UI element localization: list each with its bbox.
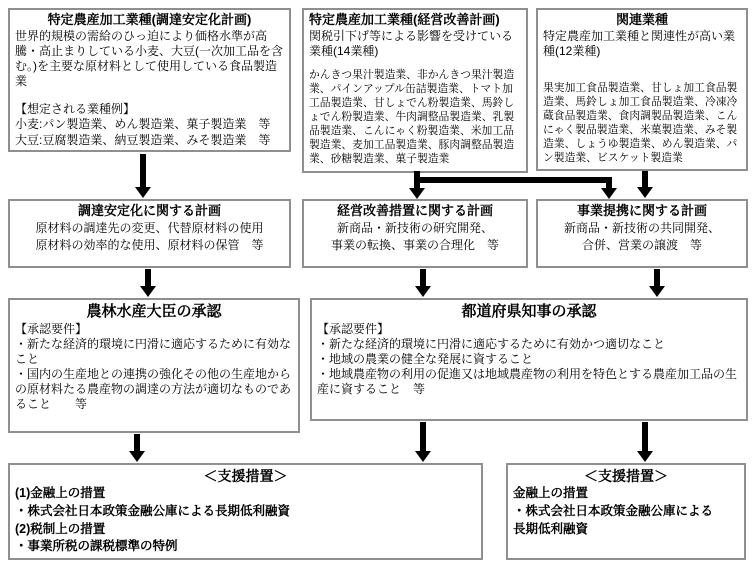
plan-box-procurement-stabilization: [8, 199, 291, 268]
top-box-procurement-industries: [8, 8, 291, 152]
arrow-down-governor-support-right-icon: [637, 422, 653, 462]
plan-box-business-alliance: [536, 199, 748, 268]
arrow-down-branch-alliance-icon: [601, 181, 617, 199]
approval-requirement: ・地域農産物の利用の促進又は地域農産物の利用を特色とする農産加工品の生産に資すること 等: [317, 366, 738, 396]
arrow-down-management-icon: [409, 181, 425, 199]
plan-line: 原材料の効率的な使用、原材料の保管 等: [35, 238, 264, 253]
box-title: 特定農産加工業種(経営改善計画): [309, 12, 500, 27]
arrow-down-to-governor-right-icon: [649, 269, 665, 297]
industry-list: かんきつ果汁製造業、非かんきつ果汁製造業、パインアップル缶詰製造業、トマト加工品製造業、甘しょでん粉製造業、馬鈴しょでん粉製造業、牛肉調整品製造業、乳製品製造業、こんにゃく粉製造業、米加工品製造業、麦加工品製造業、豚肉調整品製造業、砂糖製造業、菓子製造業: [309, 69, 515, 166]
industry-list: 果実加工食品製造業、甘しょ加工食品製造業、馬鈴しょ加工食品製造業、冷凍冷蔵食品製造業、食肉調製品製造業、こんにゃく製品製造業、米菓製造業、みそ製造業、しょうゆ製造業、めん製造業、パン製造業、ビスケット製造業: [543, 82, 738, 165]
approval-requirement: ・新たな経済的環境に円滑に適応するために有効かつ適切なこと: [317, 336, 666, 351]
plan-line: 新商品・新技術の共同開発、: [563, 220, 720, 235]
support-line: ・事業所税の課税標準の特例: [15, 539, 178, 554]
plan-title: 事業提携に関する計画: [576, 203, 707, 218]
branch-horizontal-line: [414, 177, 612, 183]
approval-title: 農林水産大臣の承認: [86, 303, 222, 320]
plan-line: 原材料の調達先の変更、代替原材料の使用: [35, 220, 264, 235]
example-soybean: 大豆:豆腐製造業、納豆製造業、みそ製造業 等: [15, 132, 271, 147]
support-line: ・株式会社日本政策金融公庫による長期低利融資: [15, 503, 291, 518]
arrow-down-governor-support-left-icon: [415, 422, 431, 462]
box-description: 特定農産加工業種と関連性が高い業種(12業種): [543, 28, 736, 58]
plan-title: 経営改善措置に関する計画: [336, 203, 493, 218]
approval-requirements-heading: 【承認要件】: [15, 321, 88, 336]
support-line: 金融上の措置: [513, 486, 589, 501]
arrow-down-to-minister-icon: [140, 269, 156, 297]
plan-title: 調達安定化に関する計画: [77, 203, 221, 218]
approval-title: 都道府県知事の承認: [461, 303, 597, 320]
approval-box-minister: [8, 298, 300, 433]
box-description: 関税引下げ等による影響を受けている業種(14業種): [309, 28, 514, 58]
box-title: 関連業種: [615, 12, 668, 27]
top-box-management-industries: [302, 8, 528, 173]
approval-requirement: ・新たな経済的環境に円滑に適応するために有効なこと: [15, 336, 292, 366]
plan-box-management-improvement: [302, 199, 528, 268]
plan-line: 合併、営業の譲渡 等: [581, 238, 702, 253]
support-title: ＜支援措置＞: [584, 468, 668, 484]
support-line: 長期低利融資: [513, 521, 589, 536]
arrow-down-related-icon: [637, 171, 653, 198]
plan-line: 事業の転換、事業の合理化 等: [330, 238, 499, 253]
arrow-down-procurement-icon: [135, 154, 151, 198]
box-title: 特定農産加工業種(調達安定化計画): [47, 12, 252, 27]
approval-box-governor: [310, 298, 748, 421]
examples-heading: 【想定される業種例】: [15, 102, 136, 117]
arrow-down-minister-support-icon: [129, 434, 145, 462]
example-wheat: 小麦:パン製造業、めん製造業、菓子製造業 等: [15, 117, 271, 132]
approval-requirement: ・国内の生産地との連携の強化その他の生産地からの原材料たる農産物の調達の方法が適切なものであること 等: [15, 366, 292, 412]
support-line: ・株式会社日本政策金融公庫による: [513, 503, 714, 518]
support-box-national: [8, 463, 483, 560]
arrow-down-to-governor-left-icon: [415, 269, 431, 297]
approval-requirements-heading: 【承認要件】: [317, 321, 390, 336]
top-box-related-industries: [536, 8, 748, 171]
support-title: ＜支援措置＞: [203, 468, 288, 484]
box-description: 世界的規模の需給のひっ迫により価格水準が高騰・高止まりしている小麦、大豆(一次加工品を含む。)を主要な原材料として使用している食品製造業: [15, 28, 283, 89]
spacer: [15, 89, 284, 102]
approval-requirement: ・地域の農業の健全な発展に資すること: [317, 351, 534, 366]
support-line: (2)税制上の措置: [15, 521, 106, 536]
plan-line: 新商品・新技術の研究開発、: [336, 220, 493, 235]
support-line: (1)金融上の措置: [15, 486, 106, 501]
support-box-prefectural: [506, 463, 746, 560]
